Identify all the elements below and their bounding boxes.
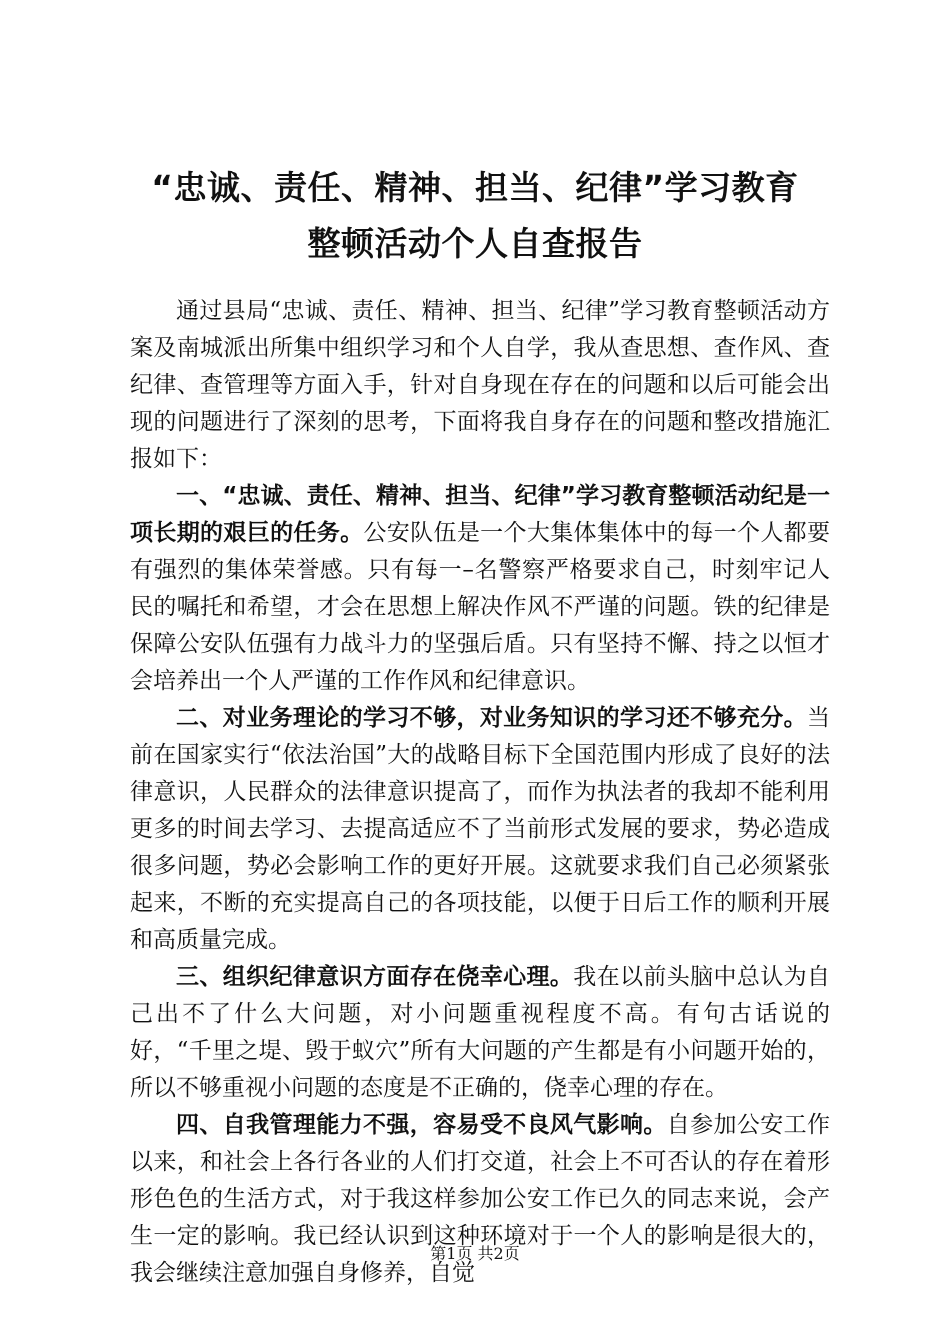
section-paragraph-3 bbox=[130, 959, 830, 1107]
section-heading: 一、“忠诚、责任、精神、担当、纪律”学习教育整顿活动纪是一项长期的艰巨的任务。 bbox=[130, 483, 830, 546]
title-line-1: “忠诚、责任、精神、担当、纪律”学习教育 bbox=[151, 168, 799, 207]
section-text: 自参加公安工作以来，和社会上各行各业的人们打交道，社会上不可否认的存在着形形色色的生活方式，对于我这样参加公安工作已久的同志来说，会产生一定的影响。我已经认识到这种环境对于一个人的影响是很大的，我会继续注意加强自身修养，自觉 bbox=[130, 1112, 831, 1286]
section-text: 公安队伍是一个大集体集体中的每一个人都要有强烈的集体荣誉感。只有每一–名警察严格要求自己，时刻牢记人民的嘱托和希望，才会在思想上解决作风不严谨的问题。铁的纪律是保障公安队伍强有力战斗力的坚强后盾。只有坚持不懈、持之以恒才会培养出一个人严谨的工作作风和纪律意识。 bbox=[130, 520, 831, 694]
intro-paragraph: 通过县局“忠诚、责任、精神、担当、纪律”学习教育整顿活动方案及南城派出所集中组织学习和个人自学，我从查思想、查作风、查纪律、查管理等方面入手，针对自身现在存在的问题和以后可能会出现的问题进行了深刻的思考，下面将我自身存在的问题和整改措施汇报如下： bbox=[130, 298, 830, 472]
section-text: 当前在国家实行“依法治国”大的战略目标下全国范围内形成了良好的法律意识，人民群众的法律意识提高了，而作为执法者的我却不能利用更多的时间去学习、去提高适应不了当前形式发展的要求，势必造成很多问题，势必会影响工作的更好开展。这就要求我们自己必须紧张起来，不断的充实提高自己的各项技能，以便于日后工作的顺利开展和高质量完成。 bbox=[130, 705, 830, 953]
section-paragraph-1 bbox=[130, 478, 830, 700]
section-paragraph-4 bbox=[130, 1107, 830, 1292]
document-title bbox=[120, 160, 830, 272]
section-paragraph-2 bbox=[130, 700, 830, 959]
title-line-2: 整顿活动个人自查报告 bbox=[307, 224, 643, 263]
page-number: 第1页 共2页 bbox=[430, 1244, 520, 1263]
section-heading: 三、组织纪律意识方面存在侥幸心理。 bbox=[176, 964, 574, 990]
page-footer bbox=[0, 1244, 950, 1264]
section-heading: 四、自我管理能力不强，容易受不良风气影响。 bbox=[176, 1112, 667, 1138]
section-text: 我在以前头脑中总认为自己出不了什么大问题，对小问题重视程度不高。有句古话说的好，“千里之堤、毁于蚁穴”所有大问题的产生都是有小问题开始的，所以不够重视小问题的态度是不正确的，侥幸心理的存在。 bbox=[130, 964, 831, 1101]
document-body bbox=[130, 293, 830, 1292]
section-heading: 二、对业务理论的学习不够，对业务知识的学习还不够充分。 bbox=[176, 705, 807, 731]
